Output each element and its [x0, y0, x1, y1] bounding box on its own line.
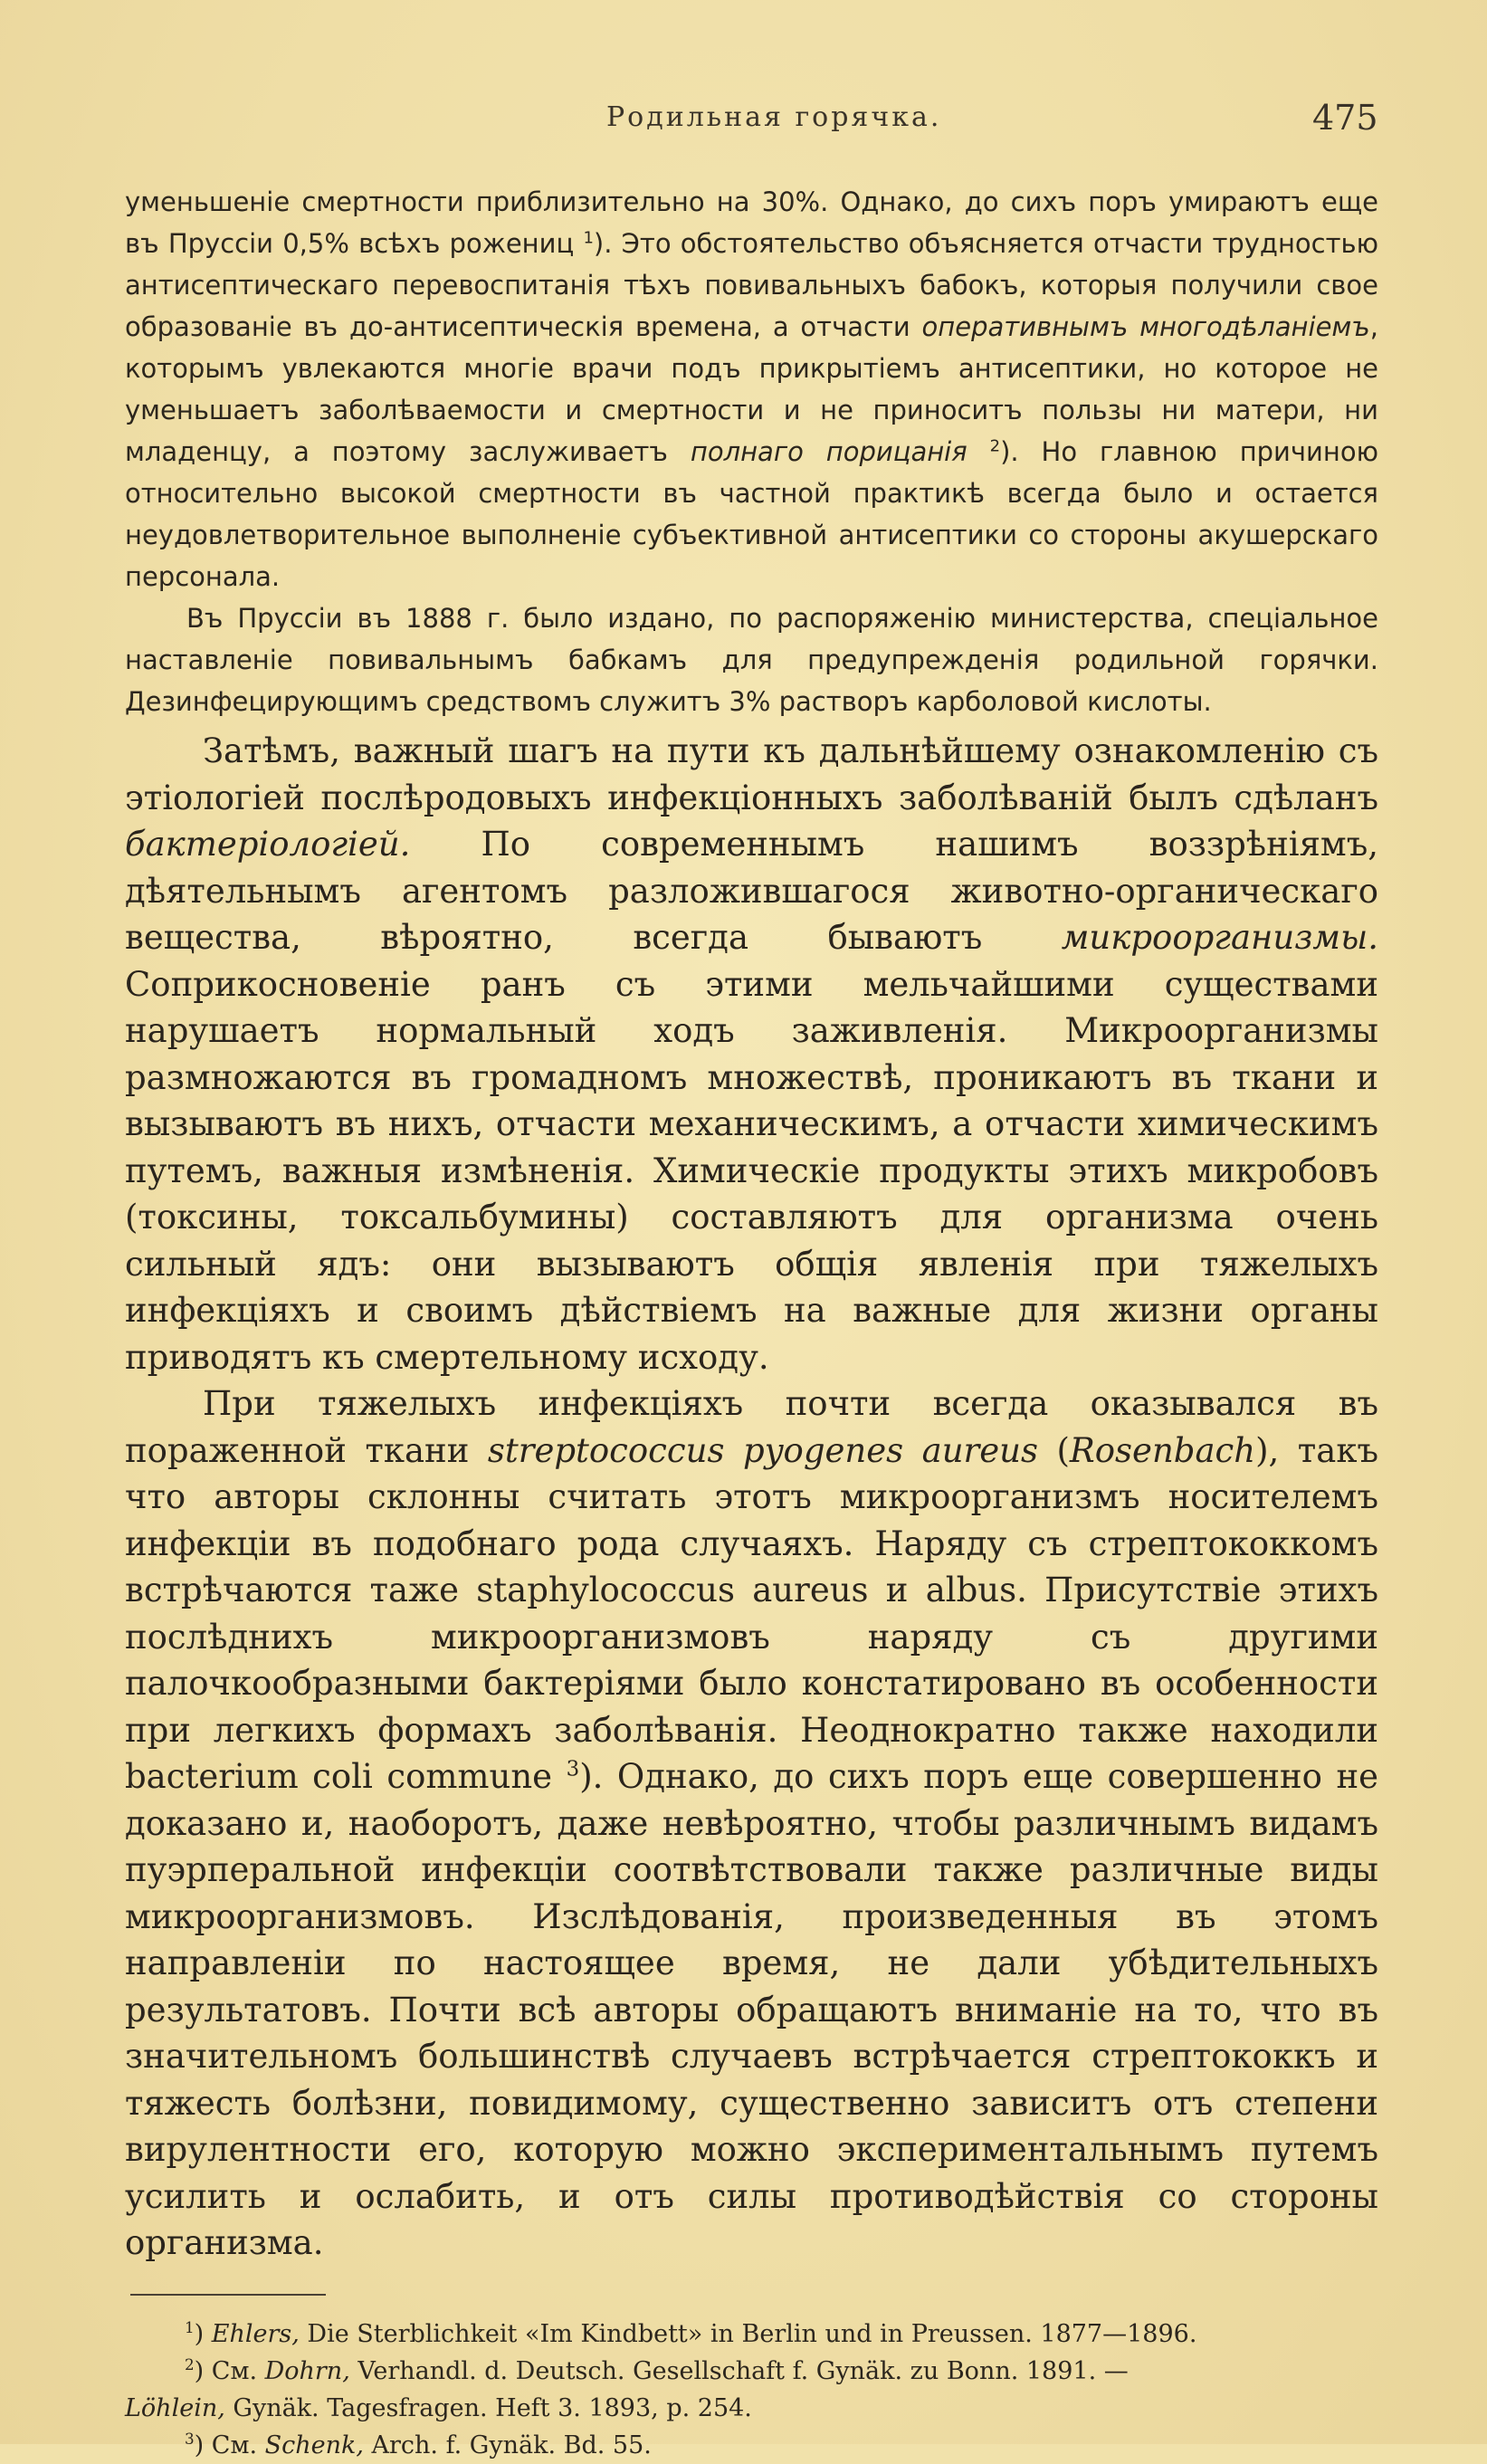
text-run: См. [211, 2431, 265, 2459]
page-number: 475 [1312, 98, 1378, 138]
body-paragraph [125, 1380, 1378, 2267]
emphasis: микроорганизмы. [1061, 918, 1378, 957]
text-run: уменьшеніе смертности приблизительно на 30%. Однако, до сихъ поръ умираютъ еще въ Пруссіи 0,5% всѣхъ рожениц [125, 186, 1378, 259]
author-name: Löhlein, [125, 2393, 225, 2422]
footnote-divider [130, 2294, 326, 2296]
text-run: , которымъ увлекаются многіе врачи подъ прикрытіемъ антисептики, но которое не уменьшаетъ заболѣваемости и смертности и не приноситъ пользы ни матери, ни младенцу, а поэтому заслуживаетъ [125, 311, 1379, 467]
author-name: Schenk, [264, 2431, 364, 2459]
running-title: Родильная горячка. [606, 101, 942, 133]
footnote: $^2$) См. Dohrn, Verhandl. d. Deutsch. Gesellschaft f. Gynäk. zu Bonn. 1891. — [185, 2354, 1129, 2385]
text-run: Соприкосновеніе ранъ съ этими мельчайшими существами нарушаетъ нормальный ходъ заживленія. Микроорганизмы размножаются въ громадномъ множествѣ, проникаютъ въ ткани и вызываютъ въ нихъ, отчасти механическимъ, а отчасти химическимъ путемъ, важныя измѣненія. Химическіе продукты этихъ микробовъ (токсины, токсальбумины) составляютъ для организма очень сильный ядъ: они вызываютъ общія явленія при тяжелыхъ инфекціяхъ и своимъ дѣйствіемъ на важные для жизни органы приводятъ къ смертельному исходу. [125, 964, 1378, 1377]
emphasis: бактеріологіей. [125, 825, 411, 864]
footnote-mark: 1 [185, 2317, 195, 2336]
footnote-mark: 3 [185, 2429, 195, 2448]
small-paragraph: Въ Пруссіи въ 1888 г. было издано, по распоряженію министерства, спеціальное наставленіе повивальнымъ бабкамъ для предупрежденія родильной горячки. Дезинфецирующимъ средствомъ служитъ 3% растворъ карболовой кислоты. [125, 603, 1378, 717]
footnote-ref: 2 [989, 436, 1001, 456]
footnote: $^3$) См. Schenk, Arch. f. Gynäk. Bd. 55. [185, 2429, 652, 2459]
footnote-continuation [125, 2390, 1378, 2427]
author-name: Ehlers, [211, 2319, 300, 2348]
text-run: Arch. f. Gynäk. Bd. 55. [363, 2431, 652, 2459]
main-text-section [125, 728, 1378, 2267]
body-paragraph [125, 728, 1378, 1380]
text-run: Verhandl. d. Deutsch. Gesellschaft f. Gynäk. zu Bonn. 1891. — [349, 2356, 1129, 2385]
small-print-section [125, 181, 1378, 722]
page-body [125, 181, 1378, 2464]
text-run: По современнымъ нашимъ воззрѣніямъ, дѣятельнымъ агентомъ разложившагося животно-органическаго вещества, вѣроятно, всегда бываютъ [125, 825, 1378, 957]
emphasis: полнаго порицанія [690, 436, 968, 467]
footnote-ref: 3 [566, 1757, 580, 1781]
text-run: Затѣмъ, важный шагъ на пути къ дальнѣйшему ознакомленію съ этіологіей послѣродовыхъ инфекціонныхъ заболѣваній былъ сдѣланъ [125, 731, 1378, 817]
text-run: ). Однако, до сихъ поръ еще совершенно не доказано и, наоборотъ, даже невѣроятно, чтобы различнымъ видамъ пуэрперальной инфекціи соотвѣтствовали также различные виды микроорганизмовъ. Изслѣдованія, произведенныя въ этомъ направленіи по настоящее время, не дали убѣдительныхъ результатовъ. Почти всѣ авторы обращаютъ вниманіе на то, что въ значительномъ большинствѣ случаевъ встрѣчается стрептококкъ и тяжесть болѣзни, повидимому, существенно зависитъ отъ степени вирулентности его, которую можно экспериментальнымъ путемъ усилить и ослабить, и отъ силы противодѣйствія со стороны организма. [125, 1757, 1378, 2262]
text-run: ), такъ что авторы склонны считать этотъ микроорганизмъ носителемъ инфекціи въ подобнаго рода случаяхъ. Наряду съ стрептококкомъ встрѣчаются таже staphylococcus aureus и albus. Присутствіе этихъ послѣднихъ микроорганизмовъ наряду съ другими палочкообразными бактеріями было констатировано въ особенности при легкихъ формахъ заболѣванія. Неоднократно также находили bacterium coli commune [125, 1430, 1378, 1796]
footnotes [125, 2316, 1378, 2464]
emphasis: оперативнымъ многодѣланіемъ [921, 311, 1370, 342]
author-name: Dohrn, [264, 2356, 350, 2385]
footnote-mark: 2 [185, 2354, 195, 2373]
text-run: ). Это обстоятельство объясняется отчасти трудностью антисептическаго перевоспитанія тѣхъ повивальныхъ бабокъ, которыя получили свое образованіе въ до-антисептическія времена, а отчасти [125, 228, 1379, 342]
text-run: ( [1037, 1430, 1070, 1470]
running-head [0, 98, 1487, 147]
text-run: При тяжелыхъ инфекціяхъ почти всегда оказывался въ пораженной ткани [125, 1384, 1378, 1470]
emphasis: streptococcus pyogenes aureus [487, 1430, 1038, 1470]
footnote-ref: 1 [583, 228, 594, 248]
text-run: Gynäk. Tagesfragen. Heft 3. 1893, p. 254. [224, 2393, 752, 2422]
text-run: Die Sterblichkeit «Im Kindbett» in Berlin und in Preussen. 1877—1896. [299, 2319, 1197, 2348]
text-run: См. [211, 2356, 265, 2385]
text-run: ). Но главною причиною относительно высокой смертности въ частной практикѣ всегда было и остается неудовлетворительное выполненіе субъективной антисептики со стороны акушерскаго персонала. [125, 436, 1379, 592]
emphasis: Rosenbach [1069, 1430, 1256, 1470]
small-paragraph [125, 181, 1378, 597]
footnote: $^1$) Ehlers, Die Sterblichkeit «Im Kindbett» in Berlin und in Preussen. 1877—1896. [185, 2317, 1197, 2348]
